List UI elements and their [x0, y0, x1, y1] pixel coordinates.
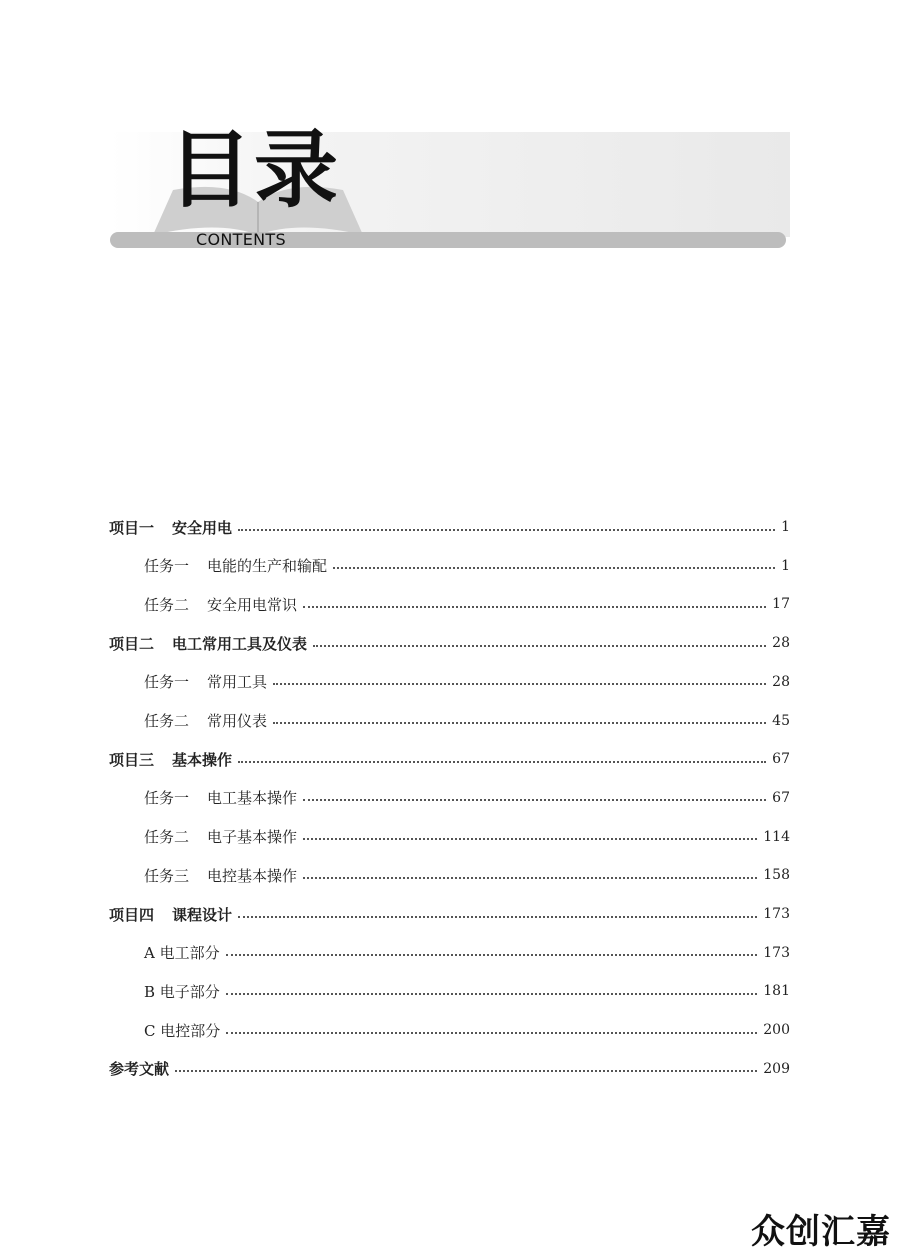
toc-entry-label — [144, 787, 297, 808]
toc-entry-label — [144, 555, 327, 576]
toc-entry-title: 常用工具 — [207, 673, 268, 692]
toc-entry-label — [109, 517, 232, 538]
toc-page-number: 114 — [763, 828, 790, 845]
toc-dot-leader — [273, 682, 766, 685]
watermark-logo: 众创汇嘉 — [751, 1212, 891, 1252]
toc-page-number: 209 — [763, 1060, 790, 1077]
toc-dot-leader — [238, 760, 766, 763]
toc-page-number: 28 — [772, 635, 790, 652]
toc-entry-number: 项目三 — [109, 750, 155, 769]
toc-task-entry[interactable] — [144, 585, 790, 623]
toc-page-number: 200 — [763, 1022, 790, 1039]
toc-task-entry[interactable] — [144, 779, 790, 817]
toc-entry-number: 项目一 — [109, 518, 155, 537]
toc-dot-leader — [226, 1031, 757, 1034]
toc-entry-number: 任务二 — [144, 828, 190, 847]
toc-entry-title: 参考文献 — [109, 1060, 170, 1079]
toc-entry-label — [144, 1020, 220, 1041]
toc-entry-number: 任务三 — [144, 866, 190, 885]
toc-entry-number: 项目四 — [109, 905, 155, 924]
toc-entry-number: 项目二 — [109, 634, 155, 653]
toc-dot-leader — [175, 1069, 757, 1072]
toc-dot-leader — [303, 605, 766, 608]
toc-entry-title: 电能的生产和输配 — [207, 557, 328, 576]
toc-entry-number: 任务二 — [144, 712, 190, 730]
toc-entry-label — [109, 749, 232, 770]
toc-entry-title: C 电控部分 — [144, 1021, 221, 1040]
toc-entry-label — [144, 594, 297, 615]
toc-page-number: 173 — [763, 944, 790, 961]
page-subtitle: CONTENTS — [196, 230, 286, 249]
toc-entry-label — [144, 710, 267, 731]
toc-page-number: 45 — [772, 712, 790, 729]
toc-task-entry[interactable] — [144, 702, 790, 740]
toc-page-number: 181 — [763, 983, 790, 1000]
toc-task-entry[interactable] — [144, 972, 790, 1010]
toc-page-number: 67 — [772, 751, 790, 768]
toc-entry-title: 安全用电 — [172, 518, 233, 537]
toc-entry-title: 电子基本操作 — [207, 828, 298, 847]
toc-page-number: 158 — [763, 867, 790, 884]
toc-entry-title: B 电子部分 — [144, 982, 220, 1001]
toc-entry-number: 任务二 — [144, 595, 190, 614]
toc-project-entry[interactable] — [109, 1050, 790, 1088]
toc-entry-label — [144, 826, 297, 847]
toc-page-number: 1 — [781, 519, 790, 535]
toc-project-entry[interactable] — [109, 508, 790, 546]
toc-dot-leader — [226, 953, 758, 956]
toc-entry-label — [109, 633, 307, 654]
toc-entry-number: 任务一 — [144, 557, 190, 576]
toc-entry-title: 课程设计 — [172, 905, 233, 924]
toc-dot-leader — [303, 876, 757, 879]
toc-entry-number: 任务一 — [144, 673, 190, 692]
toc-dot-leader — [333, 566, 775, 569]
toc-task-entry[interactable] — [144, 818, 790, 856]
toc-entry-label — [144, 671, 267, 692]
toc-task-entry[interactable] — [144, 1011, 790, 1049]
toc-dot-leader — [273, 721, 766, 724]
toc-dot-leader — [313, 644, 766, 647]
toc-page-number: 173 — [763, 906, 790, 922]
toc-dot-leader — [238, 528, 775, 531]
toc-entry-number: 任务一 — [144, 789, 190, 808]
toc-entry-title: 常用仪表 — [207, 712, 268, 730]
toc-entry-title: 安全用电常识 — [207, 595, 298, 614]
toc-dot-leader — [303, 798, 766, 801]
toc-entry-label — [144, 865, 297, 886]
page-title: 目录 — [168, 121, 341, 219]
toc-entry-label — [109, 904, 232, 925]
toc-entry-title: 电工常用工具及仪表 — [172, 634, 308, 653]
toc-entry-label — [144, 981, 220, 1002]
toc-task-entry[interactable] — [144, 934, 790, 972]
toc-task-entry[interactable] — [144, 856, 790, 894]
toc-entry-title: 基本操作 — [172, 750, 233, 769]
toc-dot-leader — [238, 915, 757, 918]
toc-project-entry[interactable] — [109, 624, 790, 662]
toc-task-entry[interactable] — [144, 547, 790, 585]
toc-project-entry[interactable] — [109, 740, 790, 778]
toc-entry-label — [144, 942, 220, 963]
toc-page-number: 17 — [772, 596, 790, 613]
toc-task-entry[interactable] — [144, 663, 790, 701]
toc-dot-leader — [226, 992, 757, 995]
toc-dot-leader — [303, 837, 757, 840]
toc-entry-label — [109, 1058, 169, 1079]
toc-entry-title: A 电工部分 — [144, 944, 220, 963]
toc-entry-title: 电工基本操作 — [207, 789, 298, 808]
toc-page-number: 67 — [772, 789, 790, 806]
toc-page-number: 28 — [772, 673, 790, 690]
toc-page-number: 1 — [781, 557, 790, 574]
toc-entry-title: 电控基本操作 — [207, 866, 298, 885]
toc-project-entry[interactable] — [109, 895, 790, 933]
